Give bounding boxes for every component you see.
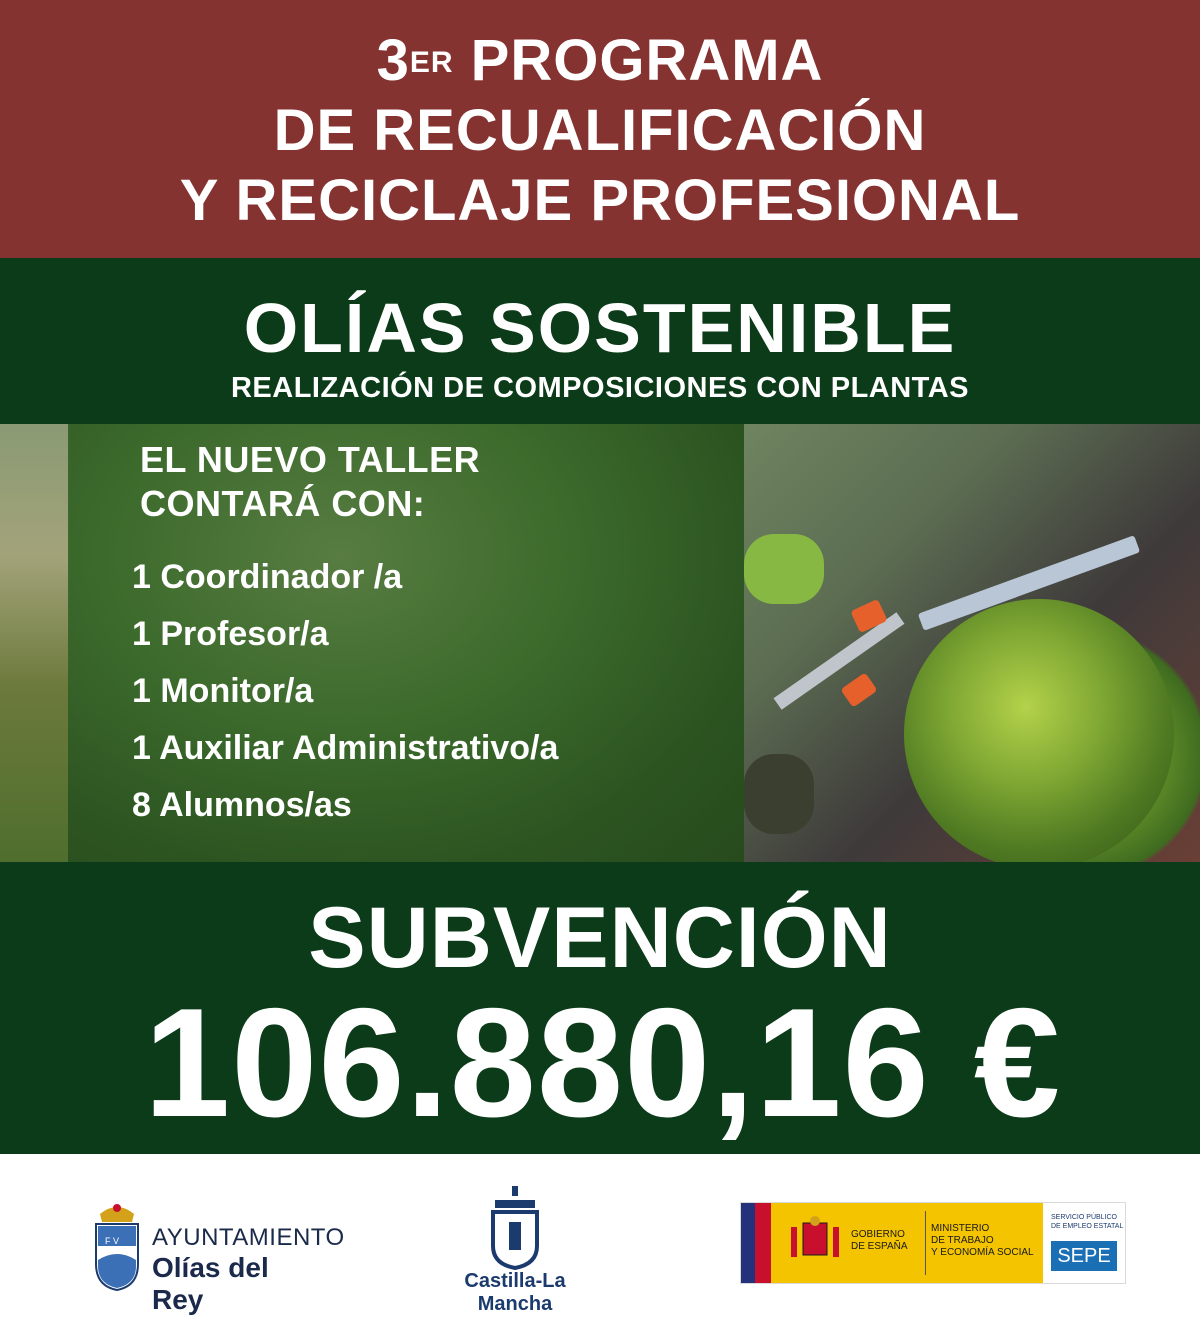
sponsor-footer xyxy=(0,1154,1200,1342)
project-banner xyxy=(0,258,1200,424)
list-item: 1 Profesor/a xyxy=(132,615,329,653)
ayuntamiento-logo xyxy=(92,1200,345,1315)
project-title: OLÍAS SOSTENIBLE xyxy=(243,289,957,367)
shield-letters: F V xyxy=(105,1236,120,1246)
grant-banner xyxy=(0,862,1200,1154)
hedge-trimming-photo xyxy=(744,424,1200,862)
grant-label: SUBVENCIÓN xyxy=(308,890,892,986)
project-subtitle: REALIZACIÓN DE COMPOSICIONES CON PLANTAS xyxy=(230,372,970,404)
coat-of-arms-icon xyxy=(92,1200,142,1292)
shears-grip-2 xyxy=(840,672,877,707)
list-item: 8 Alumnos/as xyxy=(132,786,352,824)
workshop-heading xyxy=(140,438,480,526)
header-number: 3 xyxy=(376,28,410,93)
ayuntamiento-label: AYUNTAMIENTO xyxy=(152,1224,345,1251)
shears-handle xyxy=(774,612,905,710)
program-header xyxy=(0,0,1200,258)
header-line-3: Y RECICLAJE PROFESIONAL xyxy=(179,168,1021,233)
region-name: Castilla-La Mancha xyxy=(464,1270,566,1315)
list-item: 1 Coordinador /a xyxy=(132,558,403,596)
staff-list xyxy=(132,554,558,839)
municipality-name: Olías del Rey xyxy=(152,1252,269,1315)
castilla-la-mancha-logo xyxy=(430,1186,600,1315)
header-ordinal: ER xyxy=(409,46,454,79)
glove-shape-2 xyxy=(744,754,814,834)
topiary-bush xyxy=(904,599,1174,862)
workshop-photo-section xyxy=(0,424,1200,862)
divider xyxy=(925,1211,926,1275)
grant-amount: 106.880,16 € xyxy=(144,976,1062,1149)
sepe-logo xyxy=(1043,1203,1125,1283)
gobierno-espana-logo xyxy=(740,1202,1126,1284)
spain-flag-stripe xyxy=(755,1203,771,1283)
sepe-subtitle: SERVICIO PÚBLICO DE EMPLEO ESTATAL xyxy=(1051,1214,1124,1230)
sepe-wordmark: SEPE xyxy=(1051,1241,1117,1271)
ministerio-text: MINISTERIO DE TRABAJO Y ECONOMÍA SOCIAL xyxy=(931,1223,1034,1258)
spain-coat-of-arms-icon xyxy=(785,1213,845,1273)
background-foliage xyxy=(0,424,70,862)
list-item: 1 Monitor/a xyxy=(132,672,314,710)
header-word: PROGRAMA xyxy=(453,28,824,93)
glove-shape xyxy=(744,534,824,604)
list-item: 1 Auxiliar Administrativo/a xyxy=(132,729,559,767)
workshop-heading-line-1: EL NUEVO TALLER xyxy=(140,439,481,480)
header-line-2: DE RECUALIFICACIÓN xyxy=(273,98,927,163)
header-line-1 xyxy=(0,26,1200,96)
gobierno-text: GOBIERNO DE ESPAÑA xyxy=(851,1229,908,1252)
castle-crown-icon xyxy=(485,1186,545,1270)
workshop-heading-line-2: CONTARÁ CON: xyxy=(140,483,426,524)
